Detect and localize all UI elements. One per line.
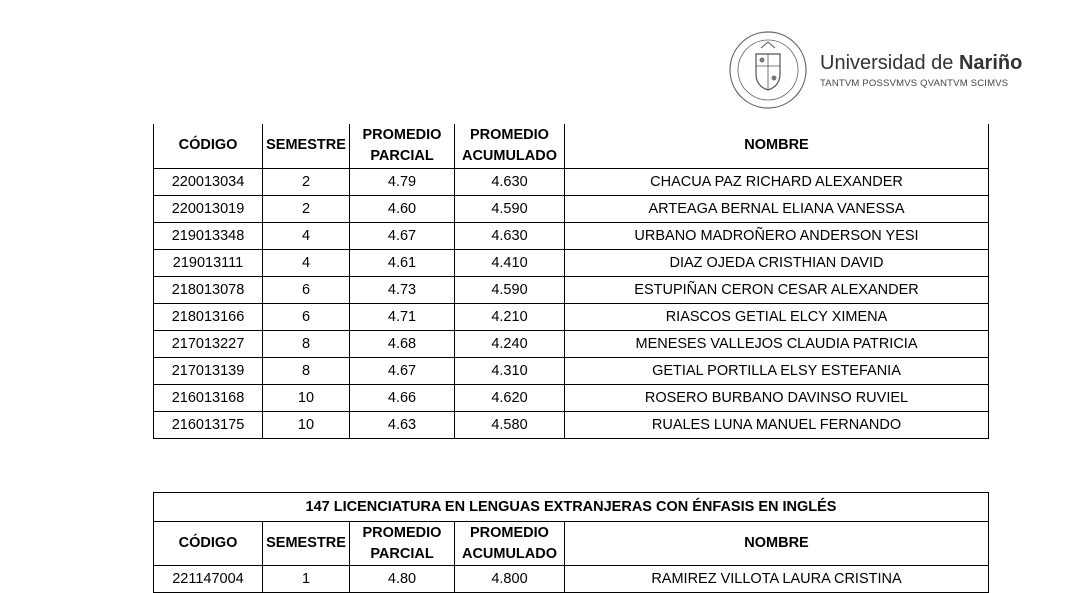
university-logo bbox=[728, 30, 1028, 110]
cell-parcial: 4.60 bbox=[350, 195, 455, 222]
cell-parcial: 4.67 bbox=[350, 222, 455, 249]
cell-parcial: 4.71 bbox=[350, 303, 455, 330]
cell-parcial: 4.67 bbox=[350, 357, 455, 384]
cell-nombre: ROSERO BURBANO DAVINSO RUVIEL bbox=[565, 384, 989, 411]
cell-acumulado: 4.310 bbox=[455, 357, 565, 384]
col-codigo: CÓDIGO bbox=[154, 522, 263, 566]
table-row bbox=[154, 411, 989, 438]
cell-semestre: 8 bbox=[263, 330, 350, 357]
cell-acumulado: 4.240 bbox=[455, 330, 565, 357]
university-name: Universidad de Nariño bbox=[820, 52, 1023, 74]
cell-nombre: RAMIREZ VILLOTA LAURA CRISTINA bbox=[565, 566, 989, 593]
university-motto: TANTVM POSSVMVS QVANTVM SCIMVS bbox=[820, 78, 1009, 89]
cell-nombre: GETIAL PORTILLA ELSY ESTEFANIA bbox=[565, 357, 989, 384]
cell-acumulado: 4.620 bbox=[455, 384, 565, 411]
cell-semestre: 1 bbox=[263, 566, 350, 593]
cell-parcial: 4.68 bbox=[350, 330, 455, 357]
table-2-body bbox=[154, 566, 989, 593]
cell-semestre: 6 bbox=[263, 303, 350, 330]
col-nombre: NOMBRE bbox=[565, 522, 989, 566]
col-promedio-parcial: PROMEDIO PARCIAL bbox=[350, 522, 455, 566]
cell-semestre: 4 bbox=[263, 249, 350, 276]
cell-semestre: 10 bbox=[263, 384, 350, 411]
cell-codigo: 217013139 bbox=[154, 357, 263, 384]
grades-table-1 bbox=[153, 124, 989, 439]
table-row bbox=[154, 384, 989, 411]
cell-nombre: CHACUA PAZ RICHARD ALEXANDER bbox=[565, 168, 989, 195]
program-title-row bbox=[154, 493, 989, 522]
university-seal-icon bbox=[728, 30, 808, 110]
cell-acumulado: 4.630 bbox=[455, 168, 565, 195]
cell-acumulado: 4.580 bbox=[455, 411, 565, 438]
cell-semestre: 4 bbox=[263, 222, 350, 249]
cell-codigo: 218013166 bbox=[154, 303, 263, 330]
cell-parcial: 4.79 bbox=[350, 168, 455, 195]
cell-codigo: 221147004 bbox=[154, 566, 263, 593]
cell-nombre: MENESES VALLEJOS CLAUDIA PATRICIA bbox=[565, 330, 989, 357]
cell-acumulado: 4.630 bbox=[455, 222, 565, 249]
table-row bbox=[154, 195, 989, 222]
col-promedio-acumulado: PROMEDIO ACUMULADO bbox=[455, 124, 565, 168]
grades-table-2 bbox=[153, 492, 989, 593]
cell-parcial: 4.66 bbox=[350, 384, 455, 411]
table-row bbox=[154, 303, 989, 330]
table-row bbox=[154, 222, 989, 249]
cell-acumulado: 4.800 bbox=[455, 566, 565, 593]
cell-parcial: 4.61 bbox=[350, 249, 455, 276]
cell-codigo: 216013175 bbox=[154, 411, 263, 438]
cell-nombre: ARTEAGA BERNAL ELIANA VANESSA bbox=[565, 195, 989, 222]
cell-codigo: 218013078 bbox=[154, 276, 263, 303]
table-1-body bbox=[154, 168, 989, 438]
table-row bbox=[154, 168, 989, 195]
cell-nombre: DIAZ OJEDA CRISTHIAN DAVID bbox=[565, 249, 989, 276]
col-promedio-acumulado: PROMEDIO ACUMULADO bbox=[455, 522, 565, 566]
col-semestre: SEMESTRE bbox=[263, 124, 350, 168]
cell-semestre: 6 bbox=[263, 276, 350, 303]
table-row bbox=[154, 357, 989, 384]
cell-nombre: ESTUPIÑAN CERON CESAR ALEXANDER bbox=[565, 276, 989, 303]
cell-nombre: RIASCOS GETIAL ELCY XIMENA bbox=[565, 303, 989, 330]
cell-codigo: 220013019 bbox=[154, 195, 263, 222]
cell-nombre: URBANO MADROÑERO ANDERSON YESI bbox=[565, 222, 989, 249]
cell-acumulado: 4.590 bbox=[455, 276, 565, 303]
cell-codigo: 219013111 bbox=[154, 249, 263, 276]
header-row bbox=[154, 522, 989, 566]
table-row bbox=[154, 249, 989, 276]
col-semestre: SEMESTRE bbox=[263, 522, 350, 566]
cell-codigo: 219013348 bbox=[154, 222, 263, 249]
cell-codigo: 220013034 bbox=[154, 168, 263, 195]
cell-acumulado: 4.590 bbox=[455, 195, 565, 222]
table-row bbox=[154, 276, 989, 303]
cell-semestre: 8 bbox=[263, 357, 350, 384]
cell-acumulado: 4.410 bbox=[455, 249, 565, 276]
table-row bbox=[154, 566, 989, 593]
col-codigo: CÓDIGO bbox=[154, 124, 263, 168]
cell-parcial: 4.73 bbox=[350, 276, 455, 303]
cell-semestre: 2 bbox=[263, 195, 350, 222]
header-row bbox=[154, 124, 989, 168]
col-promedio-parcial: PROMEDIO PARCIAL bbox=[350, 124, 455, 168]
cell-parcial: 4.63 bbox=[350, 411, 455, 438]
col-nombre: NOMBRE bbox=[565, 124, 989, 168]
program-title: 147 LICENCIATURA EN LENGUAS EXTRANJERAS CON ÉNFASIS EN INGLÉS bbox=[154, 493, 989, 522]
cell-semestre: 2 bbox=[263, 168, 350, 195]
cell-codigo: 217013227 bbox=[154, 330, 263, 357]
cell-parcial: 4.80 bbox=[350, 566, 455, 593]
cell-acumulado: 4.210 bbox=[455, 303, 565, 330]
cell-semestre: 10 bbox=[263, 411, 350, 438]
table-row bbox=[154, 330, 989, 357]
cell-nombre: RUALES LUNA MANUEL FERNANDO bbox=[565, 411, 989, 438]
cell-codigo: 216013168 bbox=[154, 384, 263, 411]
